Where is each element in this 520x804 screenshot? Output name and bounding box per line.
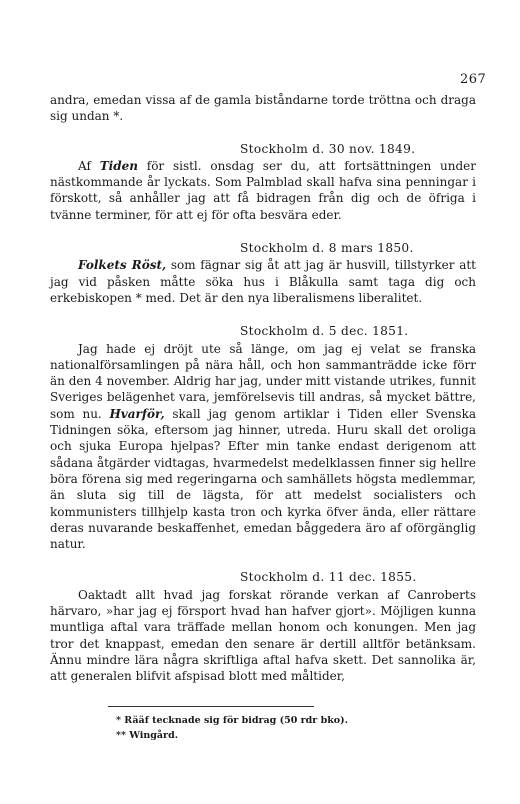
letter-paragraph-3: [50, 341, 476, 553]
footnote-2: ** Wingård.: [116, 730, 179, 741]
emphasized-text: Hvarför,: [109, 406, 165, 421]
letter-date-4: Stockholm d. 11 dec. 1855.: [240, 570, 417, 585]
emphasized-text: Tiden: [99, 158, 138, 173]
letter-paragraph-2: [50, 257, 476, 306]
text-before: Oaktadt allt hvad jag forskat rörande verkan af Canroberts härvaro, »har jag ej försport hvad han hafver gjort». Möjligen kunna muntliga aftal vara träffade mellan honom och konungen. Men jag tror det knappast, emedan den senare är dertill alltför betänksam. Ännu mindre lära några skriftliga aftal hafva skett. Det sannolika är, att generalen blifvit afspisad blott med måltider,: [50, 587, 476, 684]
letter-date-2: Stockholm d. 8 mars 1850.: [240, 241, 414, 256]
text-after: som fägnar sig åt att jag är husvill, tillstyrker att jag vid påsken måtte söka hus i Blåkulla samt taga dig och erkebiskopen * med. Det är den nya liberalismens liberalitet.: [50, 258, 476, 305]
text-after: för sistl. onsdag ser du, att fortsättningen under nästkommande år lyckats. Som Palmblad skall hafva sina penningar i förskott, så anhåller jag att få bidragen från dig och de öfriga i tvänne terminer, för att ej för ofta besvära eder.: [50, 158, 476, 222]
footnotes: [116, 713, 348, 743]
letter-paragraph-1: [50, 158, 476, 223]
page-body: [50, 92, 476, 685]
intro-paragraph: andra, emedan vissa af de gamla biståndarne torde tröttna och draga sig undan *.: [50, 93, 476, 124]
footnote-1: * Rääf tecknade sig för bidrag (50 rdr bko).: [116, 715, 348, 726]
text-before: Jag hade ej dröjt ute så länge, om jag ej velat se franska nationalförsamlingen på nära håll, och hon sammanträdde icke förr än den 4 november. Aldrig har jag, under mitt vistande utrikes, funnit Sveriges belägenhet vara, jemförelsevis till andras, så mycket bättre, som nu.: [50, 341, 476, 421]
letter-date-1: Stockholm d. 30 nov. 1849.: [240, 141, 416, 156]
text-after: skall jag genom artiklar i Tiden eller Svenska Tidningen söka, eftersom jag hinner, utreda. Huru skall det oroliga och sjuka Europa hjelpas? Efter min tanke endast derigenom att sådana åtgärder vidtagas, hvarmedelst medelklassen finner sig hellre böra förena sig med regeringarna och samhällets högsta medlemmar, än sluta sig till de lägsta, för att medelst socialisters och kommunisters tillhjelp kasta tron och kyrka öfver ända, eller rättare deras nuvarande beskaffenhet, emedan båggedera äro af oförgänglig natur.: [50, 406, 476, 552]
text-before: Af: [78, 158, 100, 173]
page-number: 267: [460, 72, 487, 87]
letter-date-3: Stockholm d. 5 dec. 1851.: [240, 324, 409, 339]
emphasized-text: Folkets Röst,: [78, 258, 167, 273]
footnote-divider: [108, 706, 314, 707]
letter-paragraph-4: [50, 587, 476, 685]
